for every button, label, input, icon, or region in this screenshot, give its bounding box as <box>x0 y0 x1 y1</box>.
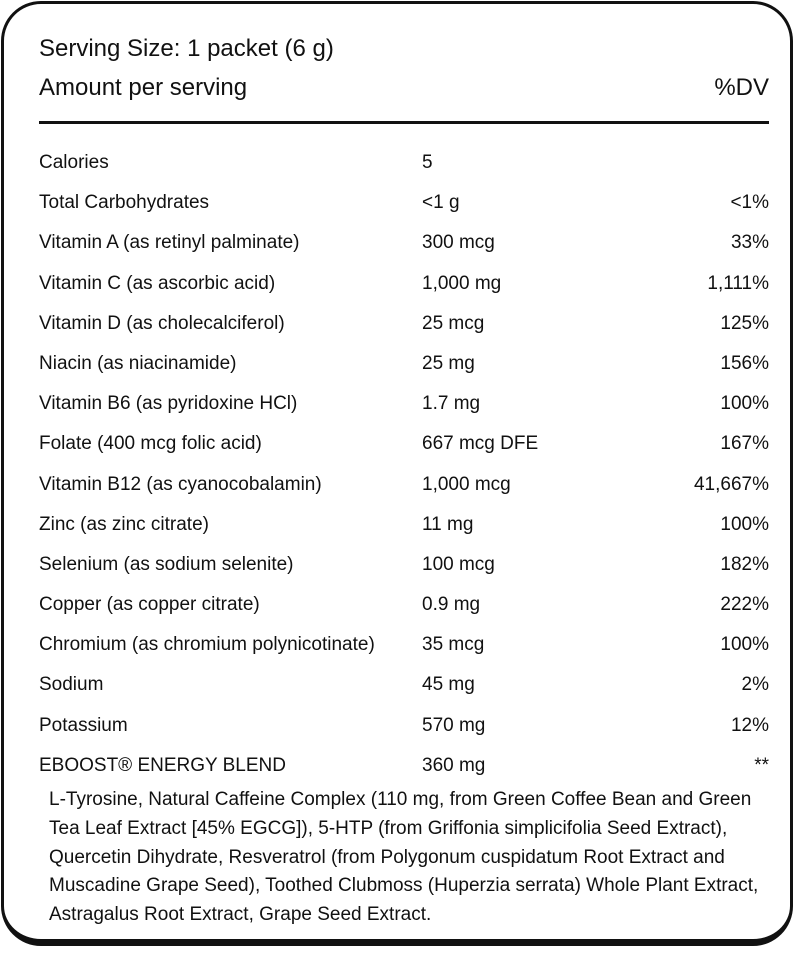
nutrient-name: Copper (as copper citrate) <box>39 594 260 616</box>
nutrient-name: Potassium <box>39 714 128 736</box>
nutrient-dv: 182% <box>720 553 769 575</box>
supplement-facts-panel <box>1 1 793 946</box>
nutrient-dv: 12% <box>730 714 769 736</box>
nutrient-dv: ** <box>754 754 769 776</box>
amount-per-serving-header <box>39 71 769 105</box>
nutrient-amount: 11 mg <box>422 513 474 535</box>
nutrient-name: Chromium (as chromium polynicotinate) <box>39 634 375 656</box>
nutrient-row <box>39 308 769 348</box>
nutrient-name: Total Carbohydrates <box>39 192 210 214</box>
nutrient-row <box>39 509 769 549</box>
nutrient-row <box>39 187 769 227</box>
nutrient-name: Vitamin D (as cholecalciferol) <box>39 312 285 334</box>
nutrient-row <box>39 147 769 187</box>
nutrient-row <box>39 669 769 709</box>
nutrient-amount: 1.7 mg <box>422 393 481 415</box>
nutrient-amount: 1,000 mcg <box>422 473 511 495</box>
nutrient-amount: 5 <box>422 152 433 173</box>
nutrient-table <box>39 147 769 790</box>
nutrient-row <box>39 227 769 267</box>
nutrient-dv: 222% <box>720 594 769 616</box>
nutrient-dv: <1% <box>730 192 769 214</box>
nutrient-name: Sodium <box>39 674 104 696</box>
nutrient-name: EBOOST® ENERGY BLEND <box>39 754 286 776</box>
nutrient-row <box>39 629 769 669</box>
nutrient-row <box>39 388 769 428</box>
nutrient-name: Vitamin B6 (as pyridoxine HCl) <box>39 393 298 415</box>
nutrient-amount: 0.9 mg <box>422 594 481 616</box>
nutrient-dv: 33% <box>730 232 769 254</box>
amount-per-serving-label: Amount per serving <box>39 74 248 101</box>
nutrient-row <box>39 469 769 509</box>
nutrient-row <box>39 750 769 790</box>
nutrient-amount: 1,000 mg <box>422 272 502 294</box>
nutrient-amount: 570 mg <box>422 714 486 736</box>
nutrient-amount: 25 mcg <box>422 312 485 334</box>
nutrient-row <box>39 589 769 629</box>
nutrient-row <box>39 268 769 308</box>
nutrient-amount: 45 mg <box>422 674 475 696</box>
nutrient-dv: 125% <box>720 312 769 334</box>
nutrient-amount: 300 mcg <box>422 232 495 254</box>
nutrient-amount: 667 mcg DFE <box>422 433 539 455</box>
nutrient-dv: 41,667% <box>693 473 769 495</box>
nutrient-dv: 2% <box>741 674 769 696</box>
nutrient-amount: 100 mcg <box>422 553 495 575</box>
nutrient-name: Vitamin A (as retinyl palminate) <box>39 232 300 254</box>
nutrient-dv: 100% <box>720 393 769 415</box>
nutrient-dv: 167% <box>720 433 769 455</box>
serving-size: Serving Size: 1 packet (6 g) <box>39 35 334 62</box>
nutrient-name: Niacin (as niacinamide) <box>39 352 237 374</box>
nutrient-dv: 156% <box>720 352 769 374</box>
nutrient-amount: <1 g <box>422 192 460 214</box>
nutrient-name: Selenium (as sodium selenite) <box>39 553 294 575</box>
nutrient-amount: 25 mg <box>422 352 475 374</box>
header-divider <box>39 121 769 124</box>
nutrient-dv: 1,111% <box>707 272 769 294</box>
nutrient-name: Vitamin B12 (as cyanocobalamin) <box>39 473 322 495</box>
nutrient-amount: 360 mg <box>422 754 486 776</box>
energy-blend-ingredients: L-Tyrosine, Natural Caffeine Complex (110 mg, from Green Coffee Bean and Green Tea Leaf Extract [45% EGCG]), 5-HTP (from Griffonia simplicifolia Seed Extract), Quercetin Dihydrate, Resveratrol (from Polygonum cuspidatum Root Extract and Muscadine Grape Seed), Toothed Clubmoss (Huperzia serrata) Whole Plant Extract, Astragalus Root Extract, Grape Seed Extract. <box>49 789 759 926</box>
nutrient-name: Vitamin C (as ascorbic acid) <box>39 272 276 294</box>
nutrient-name: Zinc (as zinc citrate) <box>39 513 209 535</box>
nutrient-row <box>39 549 769 589</box>
nutrient-row <box>39 710 769 750</box>
nutrient-row <box>39 348 769 388</box>
nutrient-name: Calories <box>39 152 109 173</box>
nutrient-amount: 35 mcg <box>422 634 485 656</box>
nutrient-dv: 100% <box>720 634 769 656</box>
nutrient-row <box>39 428 769 468</box>
nutrient-dv: 100% <box>720 513 769 535</box>
nutrient-name: Folate (400 mcg folic acid) <box>39 433 262 455</box>
daily-value-header: %DV <box>714 74 769 101</box>
